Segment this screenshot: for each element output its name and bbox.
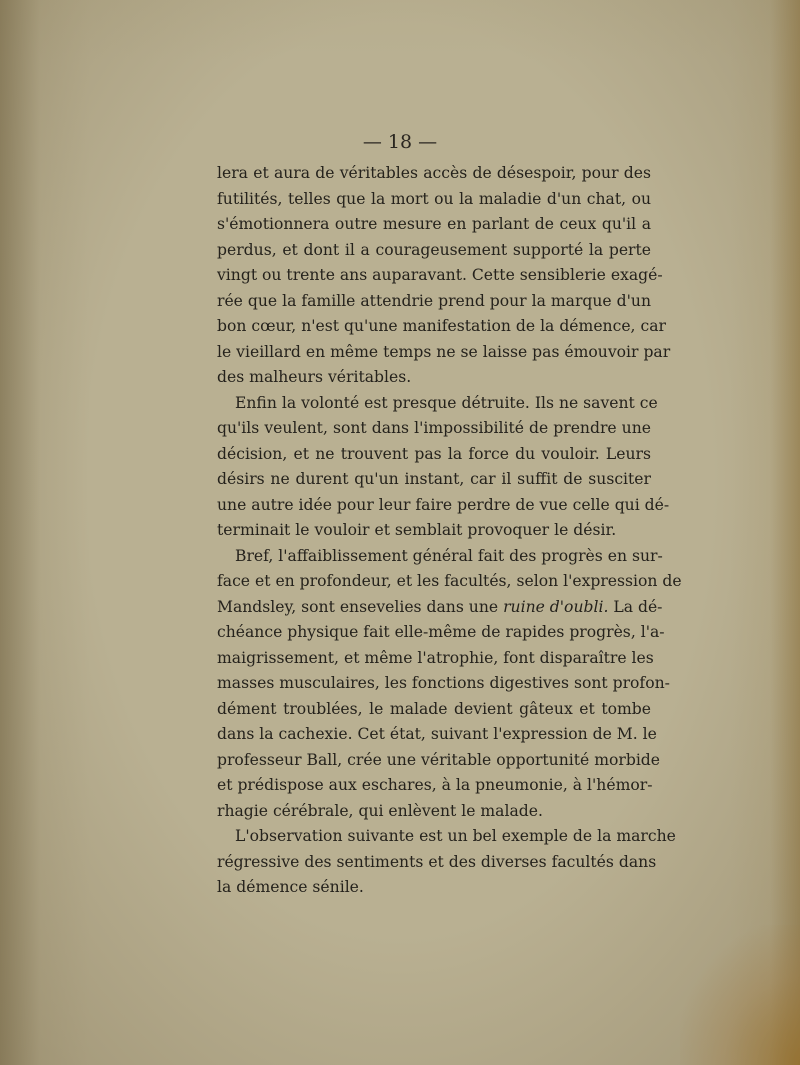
text-line: terminait le vouloir et semblait provoquer le désir. [217,521,617,539]
text-line: la démence sénile. [217,878,364,896]
text-line: et prédispose aux eschares, à la pneumonie, à l'hémor- [217,776,653,794]
paragraph [217,391,670,544]
text-line: perdus, et dont il a courageusement supporté la perte [217,240,651,259]
text-line: désirs ne durent qu'un instant, car il suffit de susciter [217,470,651,488]
text-line: chéance physique fait elle-même de rapides progrès, l'a- [217,623,665,641]
text-line: décision, et ne trouvent pas la force du vouloir. Leurs [217,444,651,463]
paragraph [217,544,682,825]
text-line [217,595,663,621]
text-line: régressive des sentiments et des diverses facultés dans [217,852,657,871]
text-line: futilités, telles que la mort ou la maladie d'un chat, ou [217,189,651,208]
body-text [217,161,682,901]
text-line: Enfin la volonté est presque détruite. Ils ne savent ce [235,393,658,412]
text-segment: Mandsley, sont ensevelies dans une [217,597,504,616]
text-line: vingt ou trente ans auparavant. Cette sensiblerie exagé- [217,266,663,284]
text-segment: La dé- [608,597,663,616]
text-line: professeur Ball, crée une véritable opportunité morbide [217,750,661,769]
text-line: qu'ils veulent, sont dans l'impossibilité de prendre une [217,419,651,437]
page-stain [680,925,800,1065]
text-line: dément troublées, le malade devient gâteux et tombe [217,699,651,718]
page-number: — 18 — [362,131,438,153]
text-line: face et en profondeur, et les facultés, selon l'expression de [217,572,682,590]
text-line: rée que la famille attendrie prend pour la marque d'un [217,291,651,310]
text-line: dans la cachexie. Cet état, suivant l'expression de M. le [217,725,657,743]
text-line: bon cœur, n'est qu'une manifestation de la démence, car [217,317,666,335]
text-line: Bref, l'affaiblissement général fait des progrès en sur- [235,546,663,565]
italic-phrase: ruine d'oubli. [503,597,609,616]
text-line: des malheurs véritables. [217,368,412,386]
text-line: lera et aura de véritables accès de désespoir, pour des [217,164,651,182]
paragraph [217,824,676,901]
text-line: une autre idée pour leur faire perdre de vue celle qui dé- [217,495,670,514]
text-line: le vieillard en même temps ne se laisse pas émouvoir par [217,342,671,361]
text-line: L'observation suivante est un bel exemple de la marche [235,827,676,845]
text-line: rhagie cérébrale, qui enlèvent le malade. [217,801,543,820]
text-line: masses musculaires, les fonctions digestives sont profon- [217,674,670,692]
text-line: maigrissement, et même l'atrophie, font disparaître les [217,648,654,667]
text-line: s'émotionnera outre mesure en parlant de ceux qu'il a [217,215,651,233]
paragraph [217,161,671,391]
